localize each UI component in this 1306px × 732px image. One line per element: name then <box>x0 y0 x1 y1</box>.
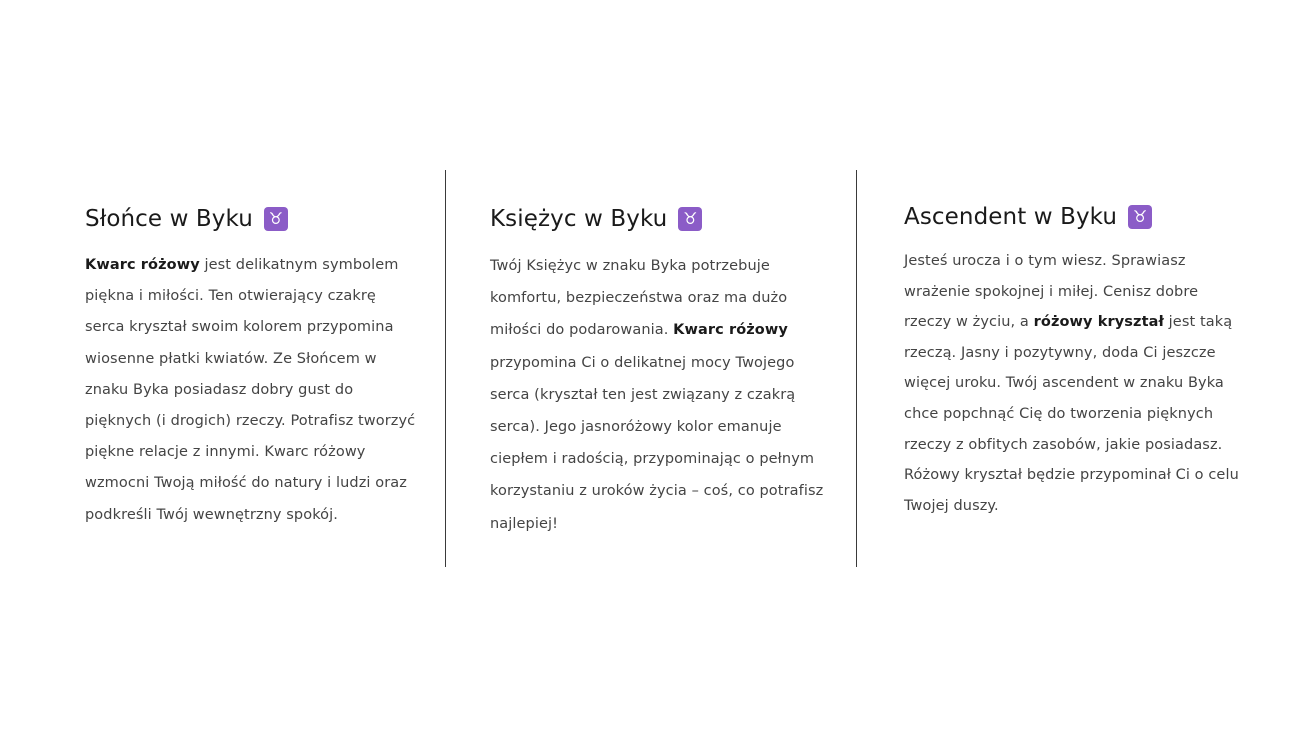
paragraph-ascendant-text-1: Jesteś urocza i o tym wiesz. Sprawiasz wrażenie spokojnej i miłej. Cenisz dobre rzeczy w życiu, a <box>904 253 1199 331</box>
column-divider <box>445 170 446 567</box>
taurus-icon: ♉ <box>1128 205 1152 229</box>
paragraph-sun-bold: Kwarc różowy <box>85 257 200 273</box>
column-ascendant <box>904 170 1244 567</box>
column-moon <box>490 170 830 567</box>
paragraph-ascendant-bold: różowy kryształ <box>1033 314 1164 331</box>
taurus-icon: ♉ <box>678 207 702 231</box>
paragraph-ascendant-text-2: jest taką rzeczą. Jasny i pozytywny, doda Ci jeszcze więcej uroku. Twój ascendent w znaku Byka chce popchnąć Cię do tworzenia pięknych rzeczy z obfitych zasobów, jakie posiadasz. Różowy kryształ będzie przypominał Ci o celu Twojej duszy. <box>904 314 1239 514</box>
paragraph-moon <box>490 250 830 540</box>
paragraph-sun-text: jest delikatnym symbolem piękna i miłości. Ten otwierający czakrę serca kryształ swoim kolorem przypomina wiosenne płatki kwiatów. Ze Słońcem w znaku Byka posiadasz dobry gust do pięknych (i drogich) rzeczy. Potrafisz tworzyć piękne relacje z innymi. Kwarc różowy wzmocni Twoją miłość do natury i ludzi oraz podkreśli Twój wewnętrzny spokój. <box>85 257 416 523</box>
heading-sun <box>85 206 420 232</box>
zodiac-columns <box>0 170 1306 567</box>
heading-sun-text: Słońce w Byku <box>85 206 253 232</box>
paragraph-moon-text-1: Twój Księżyc w znaku Byka potrzebuje komfortu, bezpieczeństwa oraz ma dużo miłości do podarowania. <box>490 258 788 339</box>
paragraph-sun <box>85 250 420 531</box>
heading-moon-text: Księżyc w Byku <box>490 206 668 232</box>
heading-ascendant-text: Ascendent w Byku <box>904 204 1118 230</box>
column-sun <box>85 170 420 567</box>
heading-ascendant <box>904 204 1244 230</box>
column-divider <box>856 170 857 567</box>
heading-moon <box>490 206 830 232</box>
paragraph-ascendant <box>904 246 1244 521</box>
taurus-icon: ♉ <box>264 207 288 231</box>
paragraph-moon-bold: Kwarc różowy <box>673 322 788 339</box>
paragraph-moon-text-2: przypomina Ci o delikatnej mocy Twojego serca (kryształ ten jest związany z czakrą serca). Jego jasnoróżowy kolor emanuje ciepłem i radością, przypominając o pełnym korzystaniu z uroków życia – coś, co potrafisz najlepiej! <box>490 354 824 532</box>
